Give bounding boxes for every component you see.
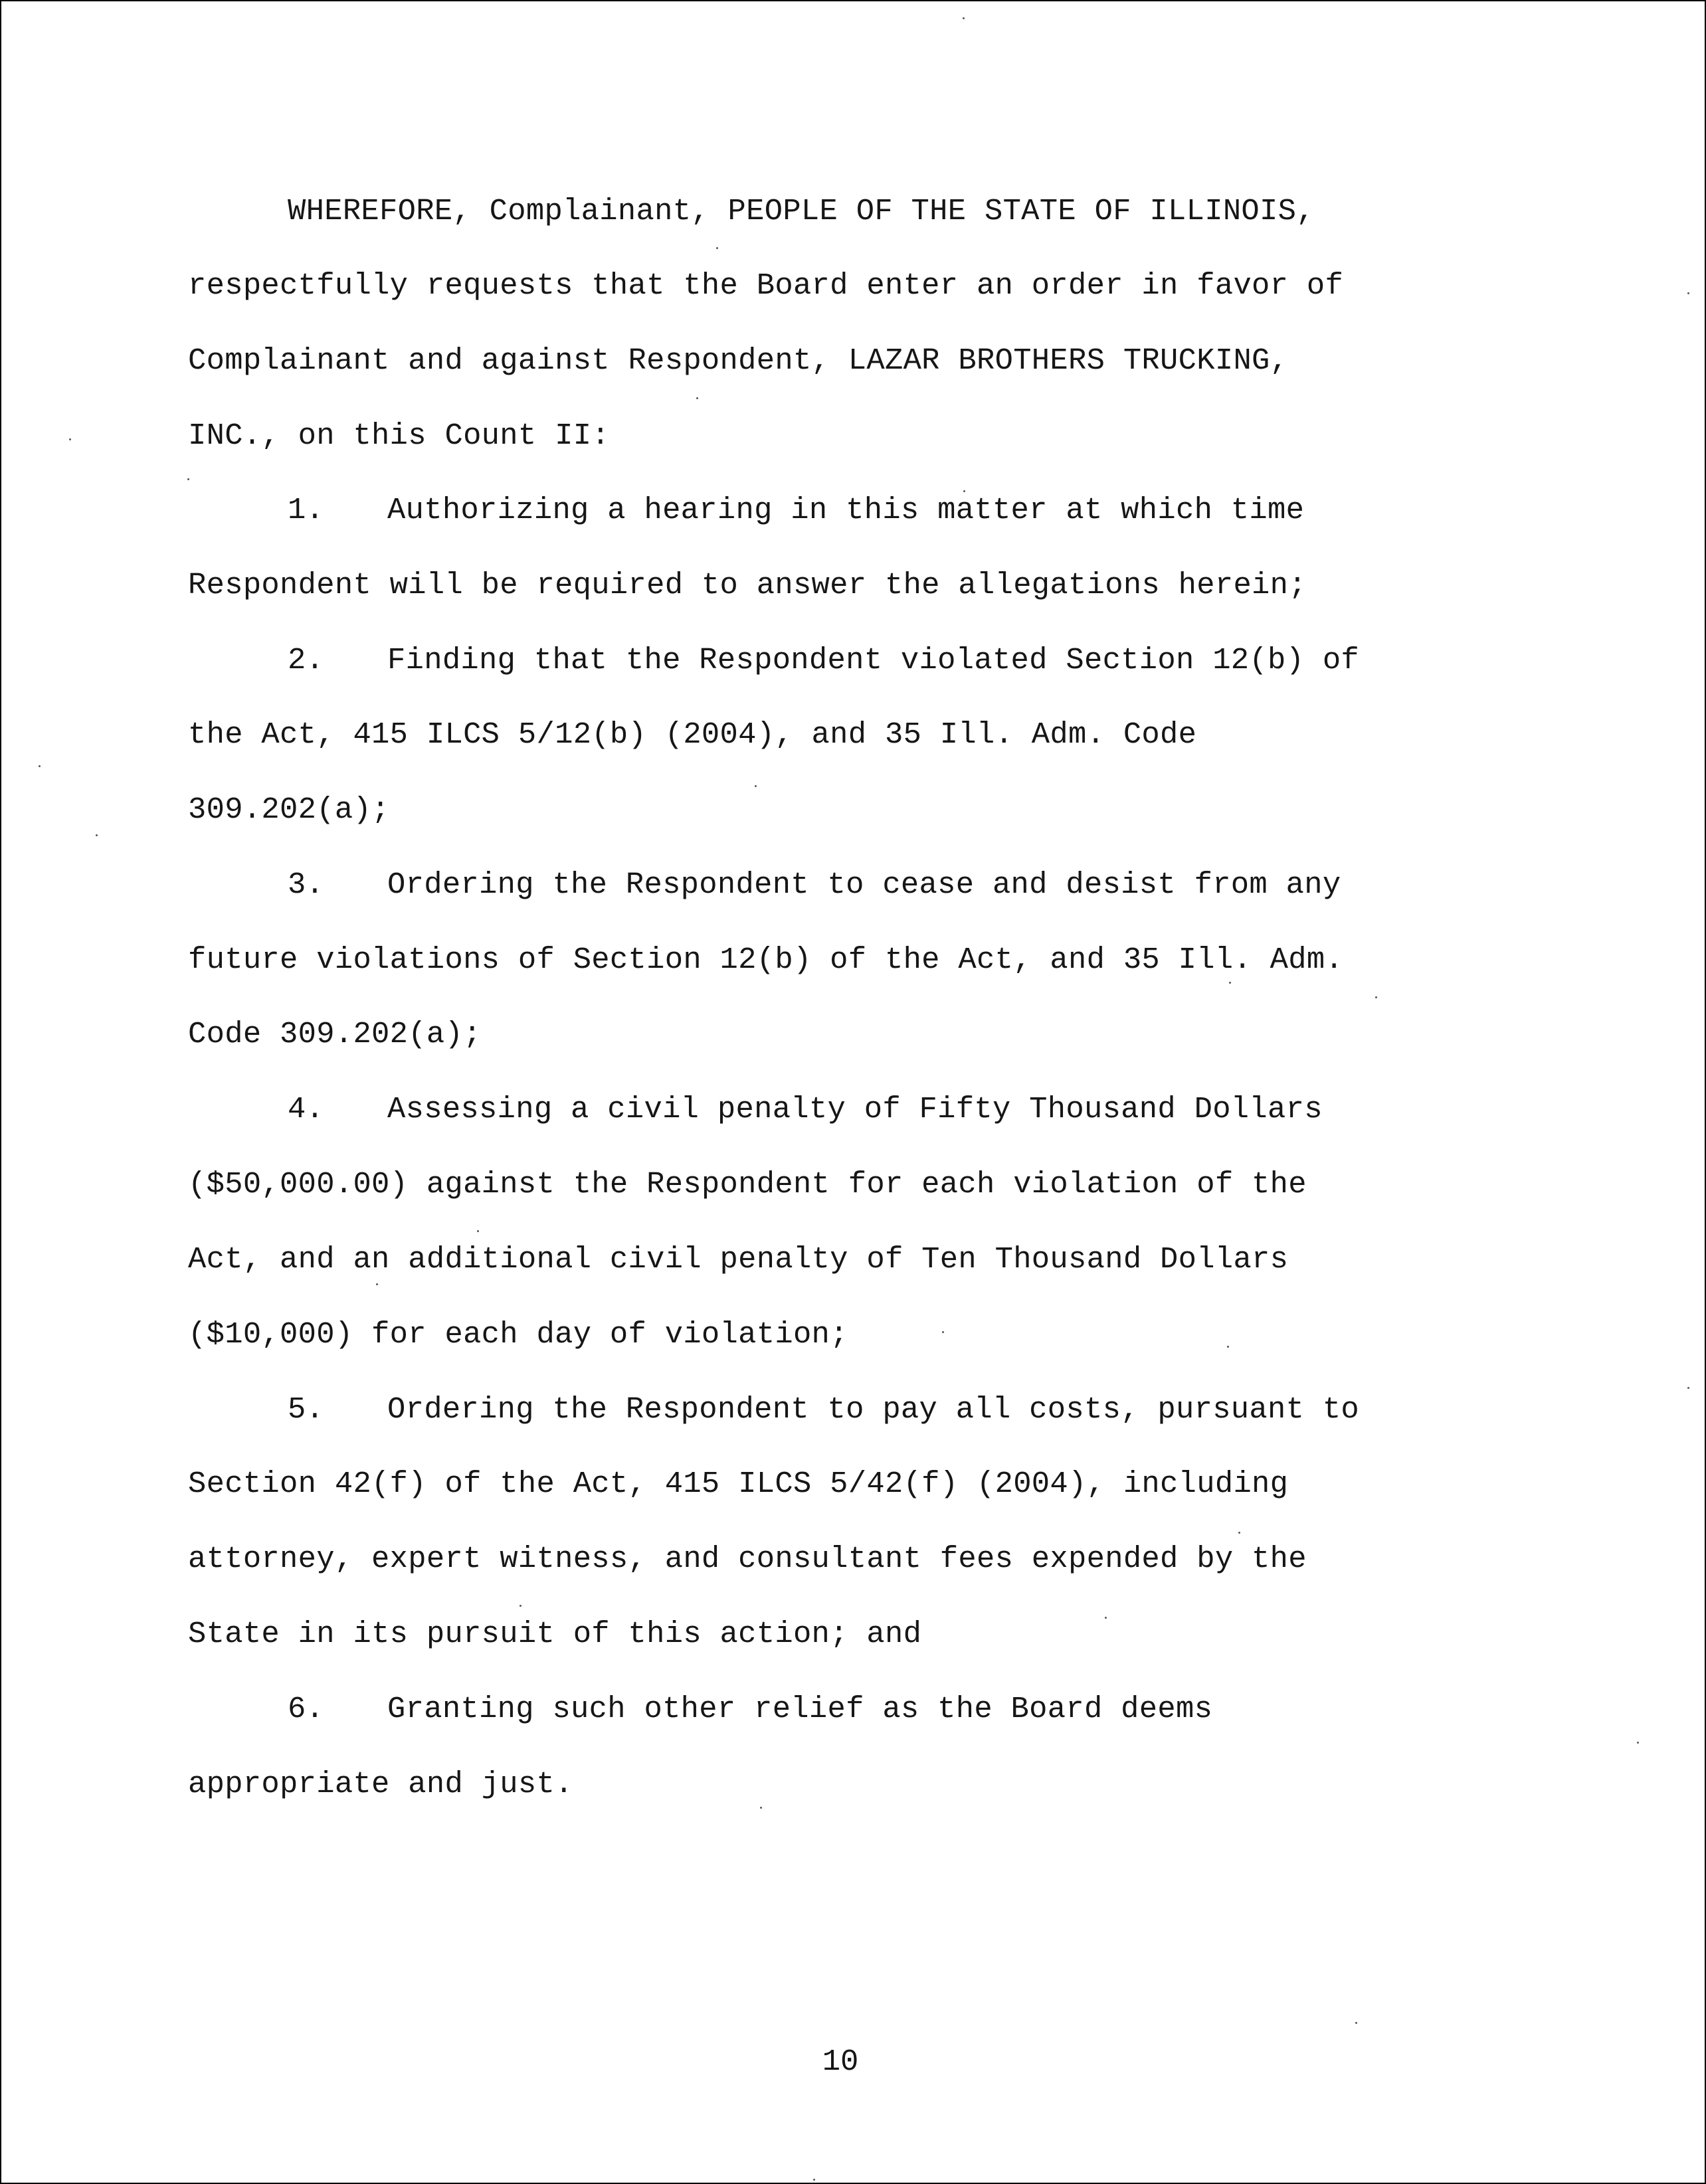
scan-speck bbox=[716, 247, 718, 249]
item-2-first-line: Finding that the Respondent violated Section 12(b) of bbox=[387, 643, 1360, 678]
item-2-line-3: 309.202(a); bbox=[188, 792, 390, 827]
item-3-line-2: future violations of Section 12(b) of the Act, and 35 Ill. Adm. bbox=[188, 943, 1344, 977]
scan-speck bbox=[69, 438, 71, 440]
scan-speck bbox=[1687, 1387, 1689, 1389]
scan-speck bbox=[1355, 2022, 1357, 2024]
scan-speck bbox=[1227, 1346, 1229, 1348]
item-4-number: 4. bbox=[288, 1092, 324, 1127]
scan-speck bbox=[963, 17, 965, 19]
item-6-line-2: appropriate and just. bbox=[188, 1767, 573, 1801]
scan-speck bbox=[187, 478, 189, 480]
scan-speck bbox=[1105, 1617, 1107, 1619]
item-1-number: 1. bbox=[288, 493, 324, 527]
scan-speck bbox=[1238, 1532, 1240, 1534]
wherefore-line-3: Complainant and against Respondent, LAZAR BROTHERS TRUCKING, bbox=[188, 343, 1289, 378]
item-1-line-2: Respondent will be required to answer the allegations herein; bbox=[188, 568, 1307, 602]
item-3-line-3: Code 309.202(a); bbox=[188, 1017, 482, 1051]
item-2-line-2: the Act, 415 ILCS 5/12(b) (2004), and 35 Ill. Adm. Code bbox=[188, 717, 1197, 752]
scan-speck bbox=[942, 1331, 944, 1333]
scan-speck bbox=[696, 397, 698, 399]
item-5-line-3: attorney, expert witness, and consultant fees expended by the bbox=[188, 1542, 1307, 1576]
wherefore-line-4: INC., on this Count II: bbox=[188, 418, 610, 453]
item-3-first-line: Ordering the Respondent to cease and desist from any bbox=[387, 867, 1341, 902]
item-1-first-line: Authorizing a hearing in this matter at which time bbox=[387, 493, 1305, 527]
scan-speck bbox=[96, 834, 98, 836]
item-6-number: 6. bbox=[288, 1692, 324, 1726]
wherefore-line-2: respectfully requests that the Board enter an order in favor of bbox=[188, 268, 1344, 303]
scan-speck bbox=[477, 1230, 479, 1232]
scan-speck bbox=[1375, 996, 1377, 998]
scan-speck bbox=[813, 2179, 815, 2181]
page-number: 10 bbox=[822, 2045, 859, 2079]
scan-speck bbox=[376, 1283, 378, 1285]
item-5-first-line: Ordering the Respondent to pay all costs, pursuant to bbox=[387, 1392, 1360, 1427]
item-4-first-line: Assessing a civil penalty of Fifty Thousand Dollars bbox=[387, 1092, 1323, 1127]
item-5-number: 5. bbox=[288, 1392, 324, 1427]
item-2-number: 2. bbox=[288, 643, 324, 678]
item-5-line-2: Section 42(f) of the Act, 415 ILCS 5/42(f) (2004), including bbox=[188, 1467, 1289, 1501]
scan-speck bbox=[760, 1807, 762, 1809]
item-3-number: 3. bbox=[288, 867, 324, 902]
item-6-first-line: Granting such other relief as the Board deems bbox=[387, 1692, 1213, 1726]
scan-speck bbox=[963, 490, 965, 492]
scan-speck bbox=[520, 1605, 521, 1607]
scan-speck bbox=[1637, 1742, 1639, 1744]
item-4-line-3: Act, and an additional civil penalty of Ten Thousand Dollars bbox=[188, 1242, 1289, 1277]
scan-speck bbox=[1229, 982, 1231, 984]
item-4-line-2: ($50,000.00) against the Respondent for each violation of the bbox=[188, 1167, 1307, 1202]
scan-speck bbox=[1687, 292, 1689, 294]
item-4-line-4: ($10,000) for each day of violation; bbox=[188, 1317, 848, 1352]
scan-speck bbox=[39, 765, 41, 767]
item-5-line-4: State in its pursuit of this action; and bbox=[188, 1617, 922, 1651]
wherefore-line-1: WHEREFORE, Complainant, PEOPLE OF THE STATE OF ILLINOIS, bbox=[288, 194, 1315, 228]
scan-speck bbox=[755, 785, 757, 787]
